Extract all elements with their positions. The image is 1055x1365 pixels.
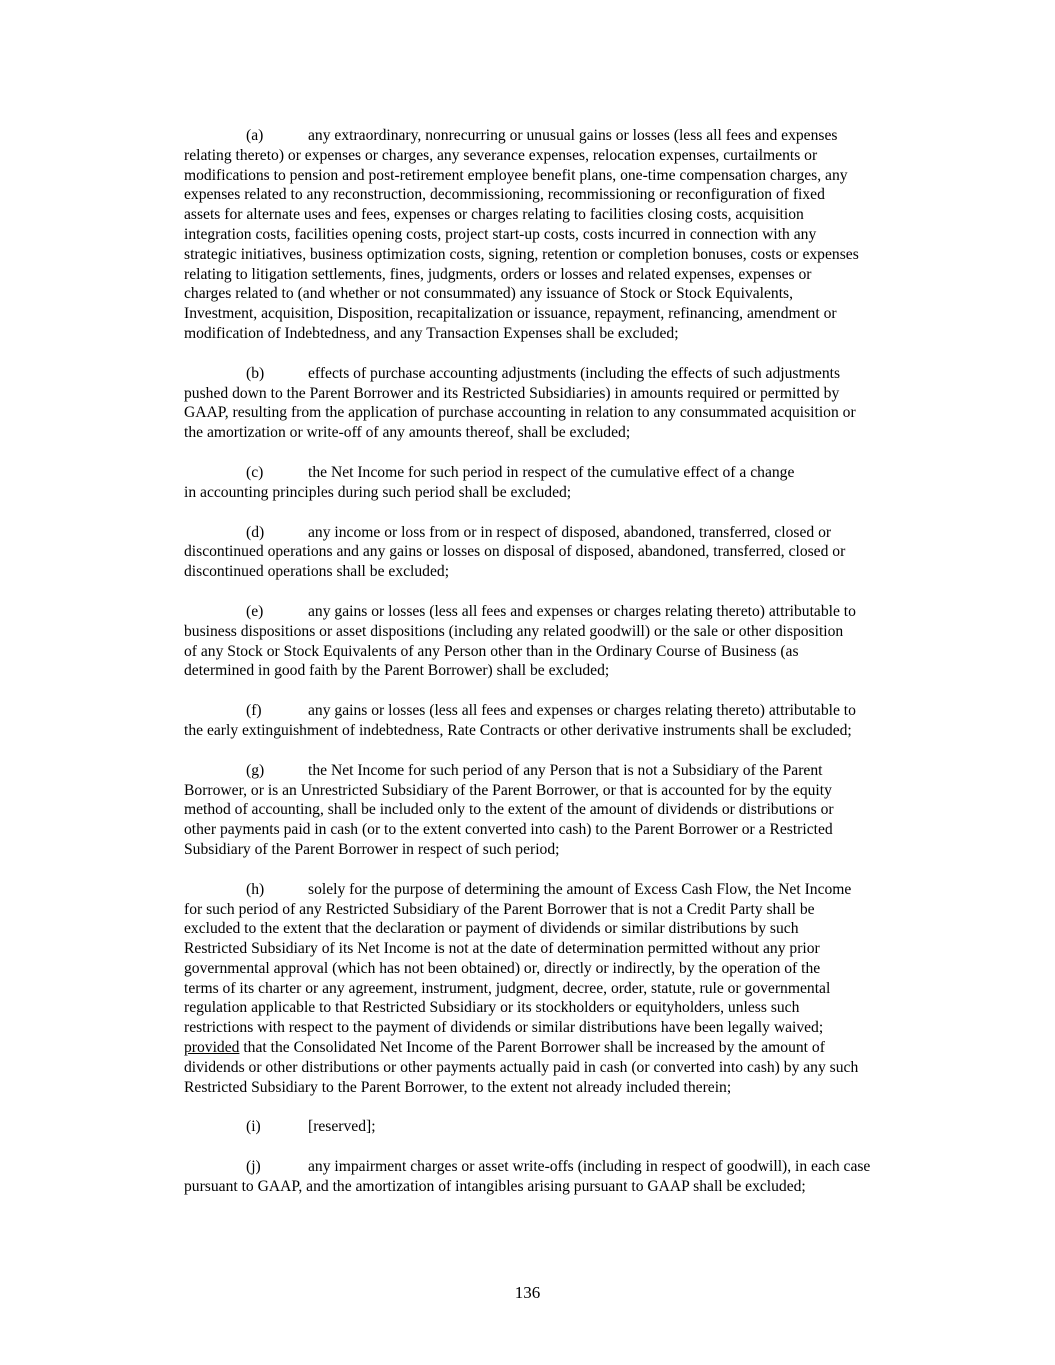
clause-line: charges related to (and whether or not consummated) any issuance of Stock or Stock Equivalents,: [184, 285, 793, 303]
clause-label: (c): [246, 463, 264, 481]
clause-line: of any Stock or Stock Equivalents of any Person other than in the Ordinary Course of Business (as: [184, 642, 799, 660]
clause-text: the Net Income for such period in respect of the cumulative effect of a change: [308, 463, 795, 481]
clause-i: [184, 1117, 932, 1137]
clause-label: (i): [246, 1118, 261, 1136]
clause-line: restrictions with respect to the payment of dividends or similar distributions have been legally waived;: [184, 1019, 824, 1037]
clause-text: any gains or losses (less all fees and expenses or charges relating thereto) attributable to: [308, 602, 856, 620]
clause-line: pushed down to the Parent Borrower and its Restricted Subsidiaries) in amounts required or permitted by: [184, 384, 840, 402]
clause-label: (e): [246, 602, 264, 620]
clause-line: in accounting principles during such period shall be excluded;: [184, 483, 572, 501]
clause-line: modification of Indebtedness, and any Transaction Expenses shall be excluded;: [184, 324, 679, 342]
clause-text: solely for the purpose of determining the amount of Excess Cash Flow, the Net Income: [308, 880, 852, 898]
clause-text: any income or loss from or in respect of disposed, abandoned, transferred, closed or: [308, 523, 832, 541]
clause-line: modifications to pension and post-retirement employee benefit plans, one-time compensation charges, any: [184, 166, 848, 184]
clause-text: [reserved];: [308, 1118, 376, 1136]
clause-line: Investment, acquisition, Disposition, recapitalization or issuance, repayment, refinancing, amendment or: [184, 305, 837, 323]
proviso-word: provided: [184, 1039, 240, 1057]
clause-line: other payments paid in cash (or to the extent converted into cash) to the Parent Borrower or a Restricted: [184, 821, 833, 839]
clause-j: [184, 1157, 932, 1197]
clause-e: [184, 602, 932, 681]
clause-line: for such period of any Restricted Subsidiary of the Parent Borrower that is not a Credit Party shall be: [184, 900, 815, 918]
clause-line: governmental approval (which has not been obtained) or, directly or indirectly, by the operation of the: [184, 959, 821, 977]
clause-line: pursuant to GAAP, and the amortization of intangibles arising pursuant to GAAP shall be excluded;: [184, 1178, 806, 1196]
clause-first-line: [184, 126, 932, 146]
clause-line: business dispositions or asset dispositions (including any related goodwill) or the sale or other disposition: [184, 622, 844, 640]
clause-first-line: [184, 523, 932, 543]
clause-line: Borrower, or is an Unrestricted Subsidiary of the Parent Borrower, or that is accounted for by the equity: [184, 781, 832, 799]
clause-d: [184, 523, 932, 582]
clause-first-line: [184, 701, 932, 721]
clause-line: relating thereto) or expenses or charges, any severance expenses, relocation expenses, curtailments or: [184, 146, 818, 164]
clause-label: (j): [246, 1158, 261, 1176]
clause-label: (d): [246, 523, 265, 541]
clause-label: (g): [246, 761, 265, 779]
clause-b: [184, 364, 932, 443]
clause-text: any extraordinary, nonrecurring or unusual gains or losses (less all fees and expenses: [308, 127, 838, 144]
clause-first-line: [184, 364, 932, 384]
clause-line: method of accounting, shall be included only to the extent of the amount of dividends or distributions or: [184, 801, 834, 819]
clause-line: integration costs, facilities opening costs, project start-up costs, costs incurred in connection with any: [184, 225, 817, 243]
clause-line: the amortization or write-off of any amounts thereof, shall be excluded;: [184, 424, 631, 442]
clause-text: any gains or losses (less all fees and expenses or charges relating thereto) attributable to: [308, 702, 856, 720]
clause-line: regulation applicable to that Restricted Subsidiary or its stockholders or equityholders, unless such: [184, 999, 800, 1017]
clause-line: relating to litigation settlements, fines, judgments, orders or losses and related expenses, expenses or: [184, 265, 812, 283]
clause-first-line: [184, 1157, 932, 1177]
clause-line: GAAP, resulting from the application of purchase accounting in relation to any consummated acquisition or: [184, 404, 856, 422]
clause-first-line: [184, 1117, 932, 1137]
clause-line: discontinued operations and any gains or losses on disposal of disposed, abandoned, transferred, closed or: [184, 543, 846, 561]
clause-line: expenses related to any reconstruction, decommissioning, recommissioning or reconfiguration of fixed: [184, 186, 825, 204]
clause-line: Subsidiary of the Parent Borrower in respect of such period;: [184, 840, 560, 858]
clause-first-line: [184, 463, 932, 483]
clause-h: [184, 880, 932, 1098]
clause-line: Restricted Subsidiary to the Parent Borrower, to the extent not already included therein;: [184, 1078, 732, 1096]
clause-label: (a): [246, 127, 264, 144]
clause-first-line: [184, 602, 932, 622]
clause-line: dividends or other distributions or other payments actually paid in cash (or converted into cash) by any such: [184, 1058, 859, 1076]
clause-label: (f): [246, 702, 262, 720]
clause-label: (h): [246, 880, 265, 898]
clause-f: [184, 701, 932, 741]
clause-line: Restricted Subsidiary of its Net Income is not at the date of determination permitted without any prior: [184, 940, 820, 958]
clause-line: determined in good faith by the Parent Borrower) shall be excluded;: [184, 662, 610, 680]
clause-c: [184, 463, 932, 503]
clause-label: (b): [246, 364, 265, 382]
clause-g: [184, 761, 932, 860]
clause-first-line: [184, 880, 932, 900]
clause-line: excluded to the extent that the declaration or payment of dividends or similar distributions by such: [184, 920, 799, 938]
clause-a: [184, 126, 932, 344]
clause-first-line: [184, 761, 932, 781]
clause-text: the Net Income for such period of any Person that is not a Subsidiary of the Parent: [308, 761, 823, 779]
clause-line: terms of its charter or any agreement, instrument, judgment, decree, order, statute, rule or governmental: [184, 979, 831, 997]
clause-line: assets for alternate uses and fees, expenses or charges relating to facilities closing costs, acquisition: [184, 206, 804, 224]
page-number: 136: [514, 1283, 541, 1302]
clause-text: effects of purchase accounting adjustments (including the effects of such adjustments: [308, 364, 841, 382]
clause-line: strategic initiatives, business optimization costs, signing, retention or completion bonuses, costs or expenses: [184, 245, 859, 263]
clause-text: any impairment charges or asset write-offs (including in respect of goodwill), in each case: [308, 1158, 871, 1176]
proviso-line: [184, 1038, 932, 1058]
clause-line: the early extinguishment of indebtedness, Rate Contracts or other derivative instruments shall be excluded;: [184, 721, 852, 739]
clause-line: discontinued operations shall be excluded;: [184, 563, 450, 581]
proviso-text: that the Consolidated Net Income of the Parent Borrower shall be increased by the amount of: [239, 1039, 825, 1057]
document-body: [184, 126, 932, 1217]
